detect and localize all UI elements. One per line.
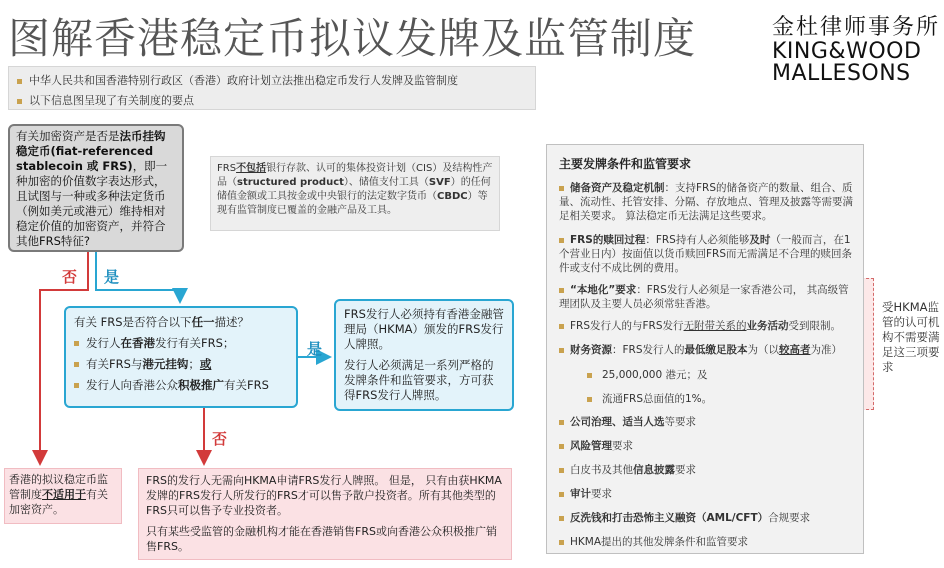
label-no: 否 bbox=[62, 268, 78, 286]
bullet-square-icon bbox=[559, 186, 564, 191]
q2-text: 有关FRS与 bbox=[86, 357, 143, 371]
req-bold: “本地化”要求 bbox=[570, 284, 637, 296]
q2-text: 有关 FRS是否符合以下 bbox=[74, 315, 192, 329]
req-bold: 反洗钱和打击恐怖主义融资（AML/CFT） bbox=[570, 512, 769, 524]
requirement-item bbox=[559, 233, 855, 275]
bullet-square-icon bbox=[559, 288, 564, 293]
req-bold: 财务资源 bbox=[570, 344, 612, 356]
requirement-subitem bbox=[587, 391, 712, 406]
q2-text: 有关FRS bbox=[224, 378, 269, 392]
requirement-item bbox=[559, 439, 855, 453]
requirement-item bbox=[559, 283, 855, 311]
req-text: 为（以 bbox=[747, 344, 780, 356]
q2-bold: 任一 bbox=[191, 315, 215, 329]
licence-text: FRS发行人必须持有香港金融管理局（HKMA）颁发的FRS发行人牌照。 bbox=[344, 307, 504, 351]
q2-text: 发行人 bbox=[86, 336, 121, 350]
req-bold: 风险管理 bbox=[570, 440, 612, 452]
label-yes: 是 bbox=[307, 340, 323, 358]
req-bold: 储备资产及稳定机制 bbox=[570, 182, 665, 194]
requirement-item bbox=[559, 343, 855, 357]
bullet-square-icon bbox=[559, 420, 564, 425]
no1-bold: 不适用于 bbox=[42, 488, 86, 501]
q2-bullet bbox=[74, 356, 288, 372]
note-text: ）、储值支付工具（ bbox=[343, 177, 429, 188]
req-bold: 公司治理、适当人选 bbox=[570, 416, 665, 428]
q2-bold-or: 或 bbox=[199, 357, 212, 371]
bullet-square-icon bbox=[559, 468, 564, 473]
q2-text: ； bbox=[188, 357, 200, 371]
label-yes: 是 bbox=[104, 268, 120, 286]
question-is-frs bbox=[8, 124, 184, 252]
no1-text: 香港的拟议稳定币监管制度 bbox=[9, 473, 108, 501]
req-underline: 无附带关系的 bbox=[683, 320, 747, 332]
bullet-square-icon bbox=[559, 348, 564, 353]
req-text: 白皮书及其他 bbox=[570, 464, 633, 476]
q2-text: 描述？ bbox=[214, 315, 250, 329]
req-text: ：FRS发行人的 bbox=[612, 344, 685, 356]
q2-bullet bbox=[74, 335, 288, 351]
req-text: ：FRS发行人必须是一家香港公司， 其高级管理团队及主要人员必须常驻香港。 bbox=[559, 284, 849, 310]
q2-text: 发行有关FRS； bbox=[155, 336, 235, 350]
q2-heading bbox=[74, 314, 288, 330]
requirement-item bbox=[559, 511, 855, 525]
req-bold: 信息披露 bbox=[633, 464, 675, 476]
req-bold: 及时 bbox=[749, 234, 771, 246]
note-bold: SVF bbox=[428, 177, 451, 188]
requirements-panel bbox=[546, 144, 864, 554]
req-text: 合规要求 bbox=[768, 512, 811, 524]
bullet-square-icon bbox=[559, 444, 564, 449]
req-text: ：支持FRS的储备资产的数量、组合、质量、流动性、托管安排、分隔、存放地点、管理及披露等需要满足相关要求。 算法稳定币无法满足这些要求。 bbox=[559, 182, 853, 222]
requirement-item bbox=[559, 415, 855, 429]
note-bold: structured product bbox=[237, 177, 344, 188]
req-text: HKMA提出的其他发牌条件和监管要求 bbox=[570, 536, 749, 548]
req-bold: 业务活动 bbox=[746, 320, 789, 332]
no1-text: 有关加密资产。 bbox=[9, 488, 108, 516]
intro-text: 中华人民共和国香港特别行政区（香港）政府计划立法推出稳定币发行人发牌及监管制度 bbox=[29, 74, 458, 87]
q1-bold-frs: 法币挂钩稳定币 bbox=[16, 129, 166, 158]
note-bold-exclude: 不包括 bbox=[236, 163, 267, 174]
note-bold: CBDC bbox=[437, 191, 468, 202]
hkma-exemption-note: 受HKMA监管的认可机构不需要满足这三项要求 bbox=[882, 300, 940, 374]
req-text: 为准） bbox=[810, 344, 843, 356]
q2-bold: 在香港 bbox=[120, 336, 155, 350]
bullet-square-icon bbox=[74, 341, 79, 346]
q2-bold: 积极推广 bbox=[178, 378, 224, 392]
page-title: 图解香港稳定币拟议发牌及监管制度 bbox=[8, 14, 697, 63]
requirement-item bbox=[559, 535, 855, 549]
question-hk-nexus bbox=[64, 306, 298, 408]
req-text: FRS发行人的与FRS发行 bbox=[570, 320, 684, 332]
no2-text: 只有某些受监管的金融机构才能在香港销售FRS或向香港公众积极推广销售FRS。 bbox=[146, 525, 497, 553]
requirement-item bbox=[559, 463, 855, 477]
req-bold: 审计 bbox=[570, 488, 591, 500]
q1-text: 有关加密资产是否是 bbox=[16, 129, 120, 143]
requirement-item bbox=[559, 487, 855, 501]
requirement-item bbox=[559, 319, 855, 333]
logo-chinese-name: 金杜律师事务所 bbox=[772, 15, 941, 40]
q2-text: 发行人向香港公众 bbox=[86, 378, 178, 392]
logo-english-line1: KING&WOOD bbox=[772, 39, 922, 64]
bullet-square-icon bbox=[559, 324, 564, 329]
bullet-square-icon bbox=[559, 492, 564, 497]
bullet-square-icon bbox=[74, 383, 79, 388]
q1-bold-en: (fiat-referenced stablecoin 或 FRS) bbox=[16, 144, 154, 173]
req-sub-text: 流通FRS总面值的1%。 bbox=[602, 393, 713, 405]
label-no: 否 bbox=[212, 430, 228, 448]
requirement-subitem bbox=[587, 367, 707, 382]
req-text: 受到限制。 bbox=[788, 320, 842, 332]
req-bold: FRS的赎回过程 bbox=[570, 234, 646, 246]
req-text: 等要求 bbox=[664, 416, 696, 428]
req-text: 要求 bbox=[612, 440, 633, 452]
not-applicable-box bbox=[4, 468, 122, 524]
bullet-square-icon bbox=[587, 397, 592, 402]
no2-text: FRS的发行人无需向HKMA申请FRS发行人牌照。 但是， 只有由获HKMA发牌的FRS发行人所发行的FRS才可以售予散户投资者。所有其他类型的FRS只可以售予专业投资者。 bbox=[146, 474, 502, 517]
req-bold: 最低缴足股本 bbox=[684, 344, 748, 356]
requirement-item bbox=[559, 181, 855, 223]
bullet-square-icon bbox=[559, 516, 564, 521]
q1-text-rest: ，即一种加密的价值数字表达形式，且试图与一种或多种法定货币（例如美元或港元）维持相对稳定价值的加密资产，并符合其他FRS特征? bbox=[16, 159, 168, 248]
frs-exclusion-note bbox=[210, 156, 500, 231]
logo-english-line2: MALLESONS bbox=[772, 61, 911, 86]
note-text: 银行存款、认可的集体投资计划（CIS）及结构性产品（ bbox=[217, 163, 493, 188]
req-text: ：FRS持有人必须能够 bbox=[645, 234, 750, 246]
q2-bullet bbox=[74, 377, 288, 393]
bullet-square-icon bbox=[559, 540, 564, 545]
licence-text: 发行人必须满足一系列严格的发牌条件和监管要求，方可获得FRS发行人牌照。 bbox=[344, 358, 494, 402]
req-text: （一般而言，在1个营业日内）按面值以货币赎回FRS而无需满足不合理的赎回条件或支付不成比例的费用。 bbox=[559, 234, 852, 274]
req-text: 要求 bbox=[675, 464, 696, 476]
requirements-heading: 主要发牌条件和监管要求 bbox=[559, 157, 692, 171]
intro-text: 以下信息图呈现了有关制度的要点 bbox=[29, 94, 194, 107]
req-bold: 较高者 bbox=[779, 344, 811, 356]
bullet-square-icon bbox=[587, 373, 592, 378]
note-text: ）等现有监管制度已覆盖的金融产品及工具。 bbox=[217, 191, 488, 216]
bullet-square-icon bbox=[559, 238, 564, 243]
licence-required-box bbox=[334, 299, 514, 411]
no-licence-box bbox=[138, 468, 512, 560]
req-text: 要求 bbox=[591, 488, 612, 500]
req-sub-text: 25,000,000 港元；及 bbox=[602, 369, 708, 381]
note-text: FRS bbox=[217, 163, 237, 174]
q2-bold: 港元挂钩 bbox=[142, 357, 189, 371]
bullet-square-icon bbox=[74, 362, 79, 367]
note-text: ）的任何储值金额或工具按金或中央银行的法定数字货币（ bbox=[217, 177, 491, 202]
